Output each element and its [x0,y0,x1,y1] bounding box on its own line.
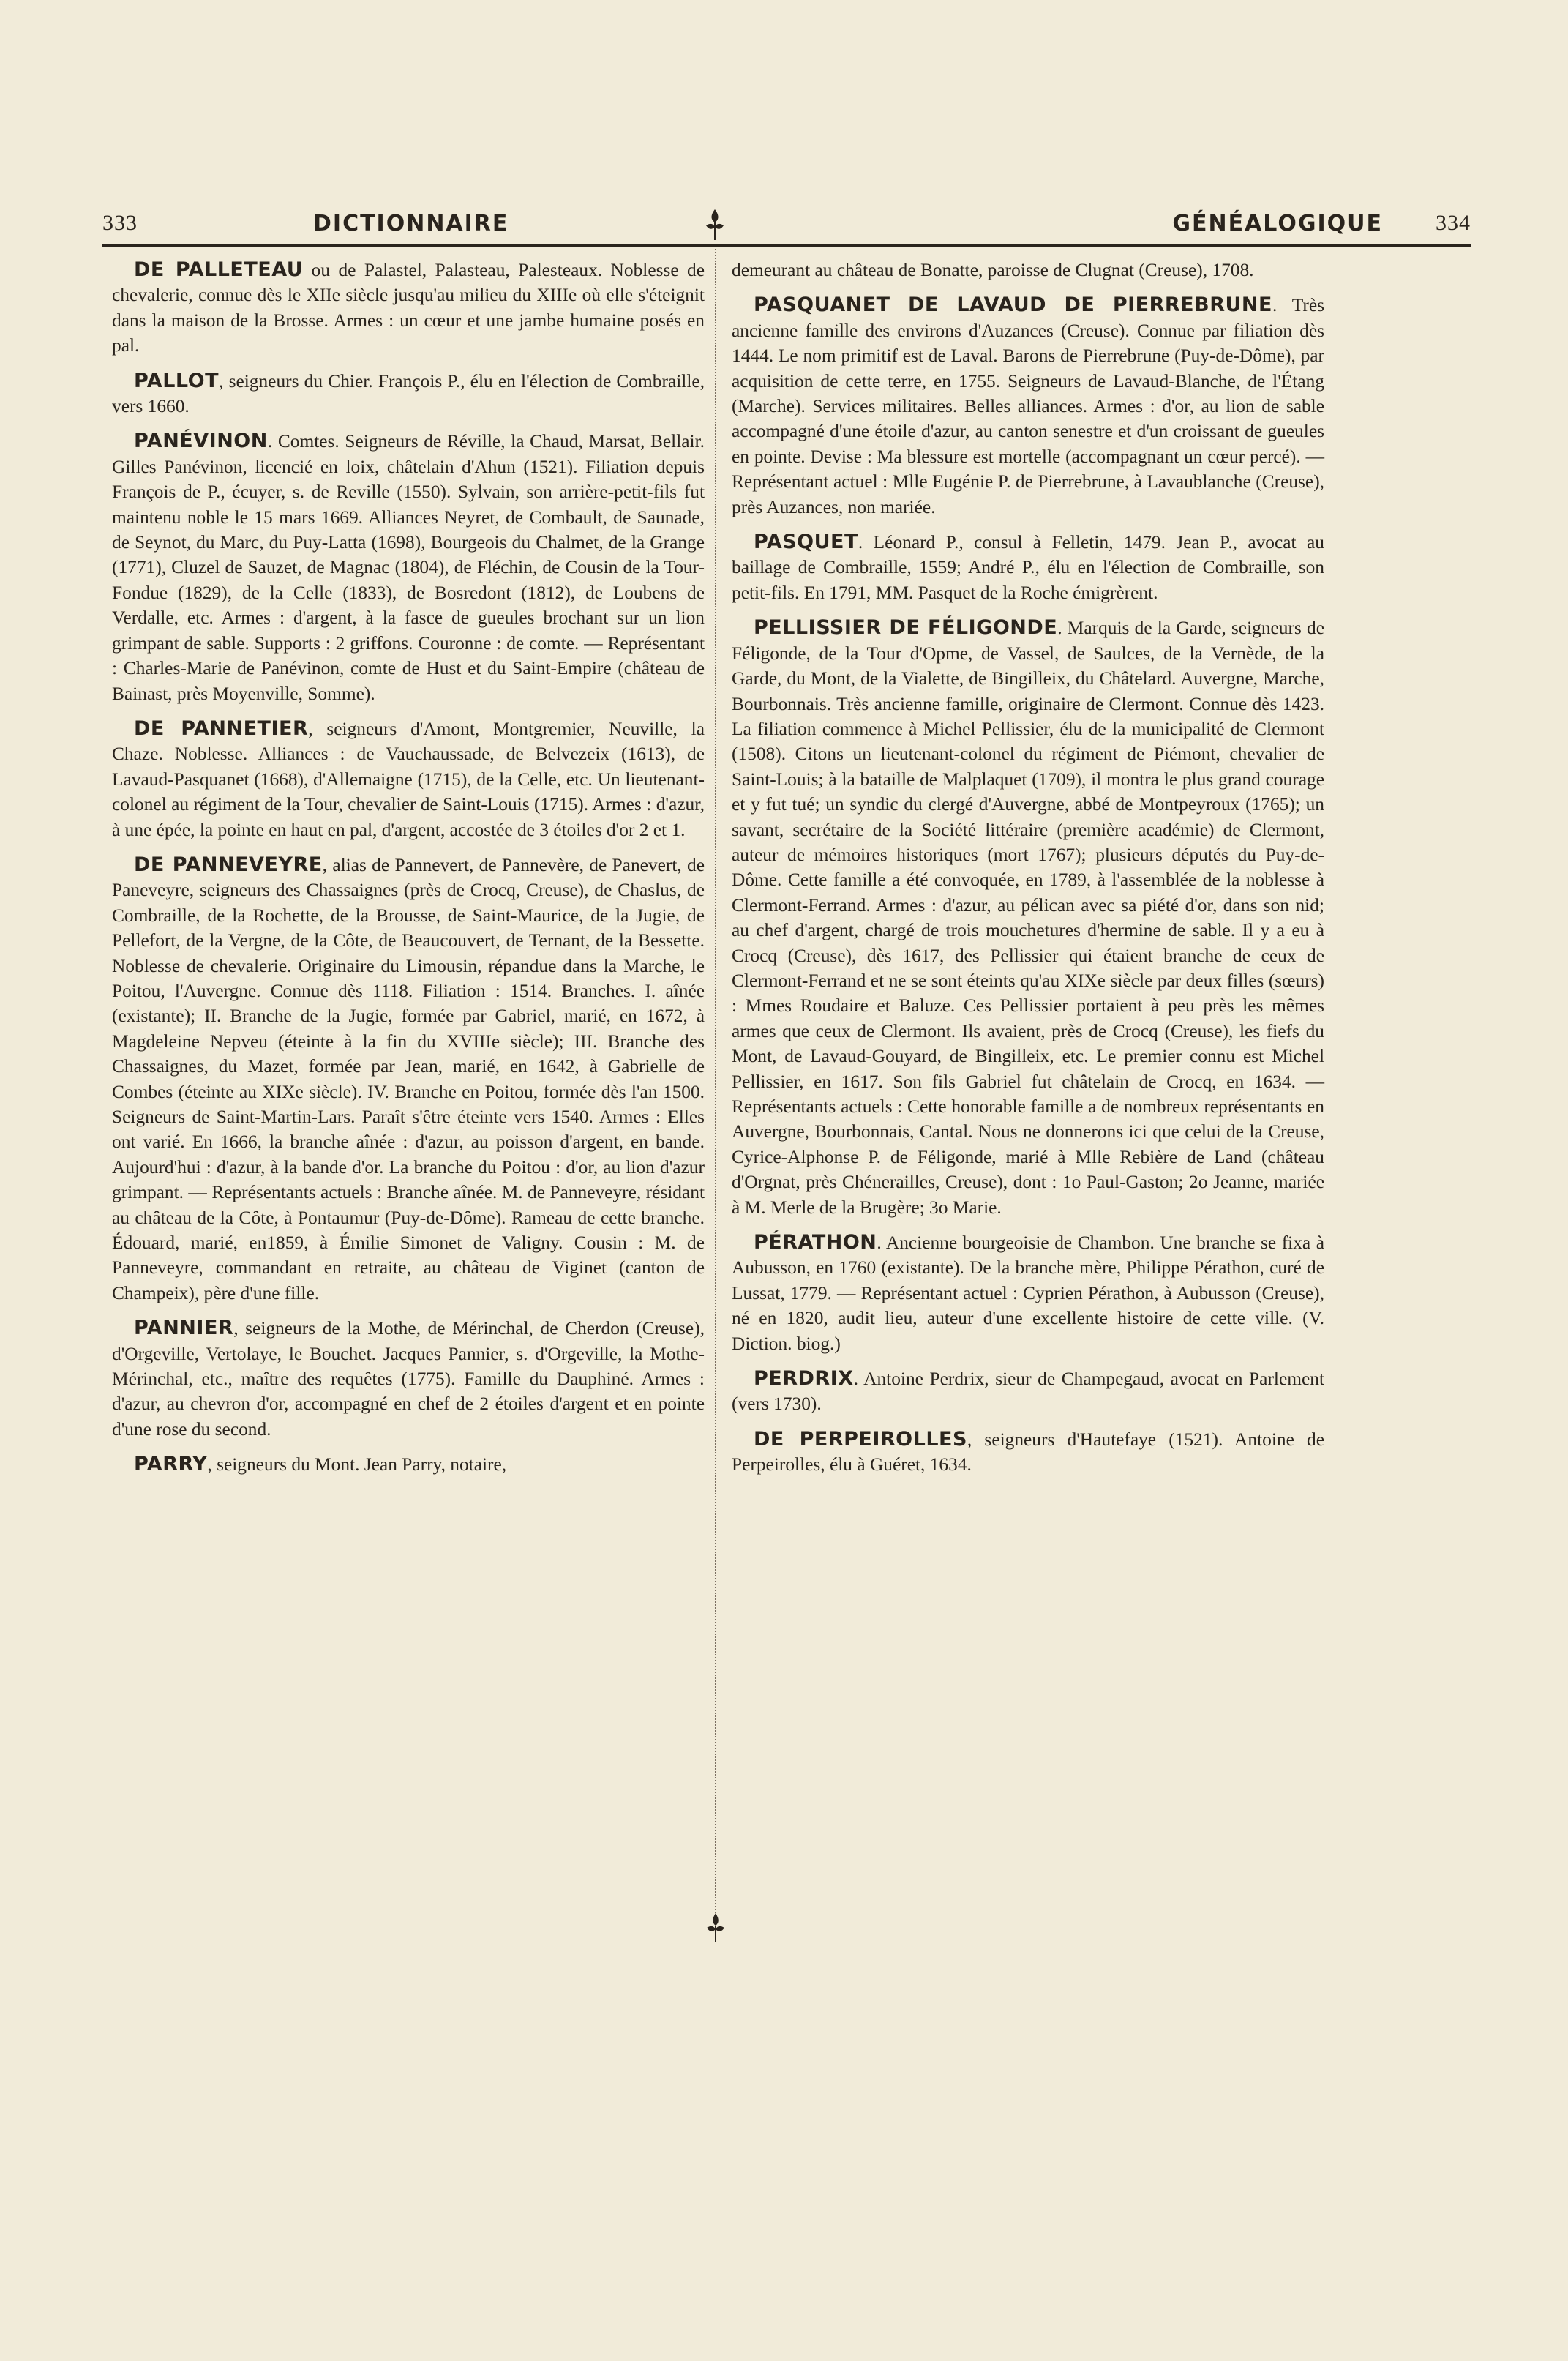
entry-headword: PÉRATHON [754,1231,877,1254]
entry-headword: DE PALLETEAU [134,258,304,281]
entry-text: , alias de Pannevert, de Pannevère, de Panevert, de Paneveyre, seigneurs des Chassaignes (près de Crocq, Creuse), de Chaslus, de Combraille, de la Rochette, de la Brousse, de Saint-Maurice, de la Jugie, de Pellefort, de la Vergne, de la Côte, de Beaucouvert, de Ternant, de la Bessette. Noblesse de chevalerie. Originaire du Limousin, répandue dans la Marche, le Poitou, l'Auvergne. Connue dès 1118. Filiation : 1514. Branches. I. aînée (existante); II. Branche de la Jugie, formée par Gabriel, marié, en 1672, à Magdeleine Nepveu (éteinte à la fin du XVIIIe siècle); III. Branche des Chassaignes, du Mazet, formée par Jean, marié, en 1642, à Gabrielle de Combes (éteinte au XIXe siècle). IV. Branche en Poitou, formée dès l'an 1500. Seigneurs de Saint-Martin-Lars. Paraît s'être éteinte vers 1540. Armes : Elles ont varié. En 1666, la branche aînée : d'azur, au poisson d'argent, en bande. Aujourd'hui : d'azur, à la bande d'or. La branche du Poitou : d'or, au lion d'azur grimpant. — Représentants actuels : Branche aînée. M. de Panneveyre, résidant au château de la Côte, à Pontaumur (Puy-de-Dôme). Rameau de cette branche. Édouard, marié, en1859, à Émilie Simonet de Valigny. Cousin : M. de Panneveyre, commandant en retraite, au château de Viginet (canton de Champeix), père d'une fille. [112,854,705,1303]
entry-text: , seigneurs d'Amont, Montgremier, Neuville, la Chaze. Noblesse. Alliances : de Vauchaussade, de Belvezeix (1613), de Lavaud-Pasquanet (1668), d'Allemaigne (1715), de la Celle, etc. Un lieutenant-colonel au régiment de la Tour, chevalier de Saint-Louis (1715). Armes : d'azur, à une épée, la pointe en haut en pal, d'argent, accostée de 3 étoiles d'or 2 et 1. [112,718,705,840]
left-page-number: 333 [102,211,138,235]
entry-pasquanet [732,293,1324,520]
header-rule [102,244,1471,247]
entry-text: , seigneurs du Chier. François P., élu en l'élection de Combraille, vers 1660. [112,370,705,417]
entry-pellissier [732,615,1324,1220]
entry-pasquet [732,530,1324,605]
entry-headword: DE PANNEVEYRE [134,853,323,876]
right-running-title: GÉNÉALOGIQUE [1172,211,1383,236]
entry-headword: DE PERPEIROLLES [754,1427,967,1451]
entry-de-palleteau [112,258,705,359]
entry-text: . Très ancienne famille des environs d'Auzances (Creuse). Connue par filiation dès 1444. Le nom primitif est de Laval. Barons de Pierrebrune (Puy-de-Dôme), par acquisition de cette terre, en 1755. Seigneurs de Lavaud-Blanche, de l'Étang (Marche). Services militaires. Belles alliances. Armes : d'or, au lion de sable accompagné d'une étoile d'azur, au canton senestre et d'un croissant de gueules en pointe. Devise : Ma blessure est mortelle (accompagnant un cœur percé). — Représentant actuel : Mlle Eugénie P. de Pierrebrune, à Lavaublanche (Creuse), près Auzances, non mariée. [732,295,1324,517]
entry-perathon [732,1230,1324,1356]
entry-headword: DE PANNETIER [134,716,309,740]
entry-headword: PASQUET [754,531,858,554]
entry-parry [112,1452,705,1477]
entry-de-pannetier [112,716,705,842]
entry-text: , seigneurs d'Hautefaye (1521). Antoine de Perpeirolles, élu à Guéret, 1634. [732,1429,1324,1475]
entry-text: , seigneurs de la Mothe, de Mérinchal, de Cherdon (Creuse), d'Orgeville, Vertolaye, le Bouchet. Jacques Pannier, s. d'Orgeville, la Mothe-Mérinchal, etc., maître des requêtes (1775). Famille du Dauphiné. Armes : d'azur, au chevron d'or, accompagné en chef de 2 étoiles d'argent et en pointe d'une rose du second. [112,1318,705,1440]
entry-headword: PERDRIX [754,1367,854,1391]
right-column [732,258,1324,1488]
entry-headword: PASQUANET DE LAVAUD DE PIERREBRUNE [754,293,1272,317]
entry-de-panneveyre [112,853,705,1306]
entry-headword: PANÉVINON [134,430,268,453]
entry-headword: PELLISSIER DE FÉLIGONDE [754,616,1058,640]
entry-text: . Ancienne bourgeoisie de Chambon. Une branche se fixa à Aubusson, en 1760 (existante). De la branche mère, Philippe Pérathon, curé de Lussat, 1779. — Représentant actuel : Cyprien Pérathon, à Aubusson (Creuse), né en 1820, audit lieu, auteur d'une excellente histoire de cette ville. (V. Diction. biog.) [732,1232,1324,1354]
entry-text: , seigneurs du Mont. Jean Parry, notaire, [207,1454,507,1475]
left-running-title: DICTIONNAIRE [313,211,509,236]
entry-pannier [112,1316,705,1442]
page-header [102,211,1471,243]
right-page-number: 334 [1436,211,1471,235]
entry-text: . Marquis de la Garde, seigneurs de Féligonde, de la Tour d'Opme, de Vassel, de Saulces, de la Vernède, de la Garde, du Mont, de la Vialette, de Bingilleix, du Châtelard. Auvergne, Marche, Bourbonnais. Très ancienne famille, originaire de Clermont. Connue dès 1423. La filiation commence à Michel Pellissier, élu de la municipalité de Clermont (1508). Citons un lieutenant-colonel du régiment de Piémont, chevalier de Saint-Louis; à la bataille de Malplaquet (1709), il montra le plus grand courage et y fut tué; un syndic du clergé d'Auvergne, abbé de Montpeyroux (1765); un savant, secrétaire de la Société littéraire (première académie) de Clermont, auteur de mémoires historiques (mort 1767); plusieurs députés du Puy-de-Dôme. Cette famille a été convoquée, en 1789, à l'assemblée de la noblesse à Clermont-Ferrand. Armes : d'azur, au pélican avec sa piété d'or, dans son nid; au chef d'argent, chargé de trois mouchetures d'hermine de sable. Il y a eu à Crocq (Creuse), dès 1617, des Pellissier qui étaient branche de ceux de Clermont-Ferrand et ne se sont éteints qu'au XIXe siècle par deux filles (sœurs) : Mmes Roudaire et Baluze. Ces Pellissier portaient à peu près les mêmes armes que ceux de Clermont. Ils avaient, près de Crocq (Creuse), les fiefs du Mont, de Lavaud-Gouyard, de Bingilleix, etc. Le premier connu est Michel Pellissier, en 1617. Son fils Gabriel fut châtelain de Crocq, en 1634. — Représentants actuels : Cette honorable famille a de nombreux représentants en Auvergne, Bourbonnais, Cantal. Nous ne donnerons ici que celui de la Creuse, Cyrice-Alphonse P. de Féligonde, marié à Mlle Rebière de Land (château d'Orgnat, près Chénerailles, Creuse), dont : 1o Paul-Gaston; 2o Jeanne, mariée à M. Merle de la Brugère; 3o Marie. [732,618,1324,1218]
entry-de-perpeirolles [732,1427,1324,1478]
entry-panevinon [112,429,705,706]
entry-text: . Antoine Perdrix, sieur de Champegaud, avocat en Parlement (vers 1730). [732,1369,1324,1415]
entry-headword: PANNIER [134,1317,234,1340]
entry-text: demeurant au château de Bonatte, paroisse de Clugnat (Creuse), 1708. [732,260,1254,280]
entry-pallot [112,369,705,419]
entry-headword: PALLOT [134,369,220,392]
entry-headword: PARRY [134,1453,208,1476]
left-column [112,258,705,1488]
entry-text: ou de Palastel, Palasteau, Palesteaux. Noblesse de chevalerie, connue dès le XIIe siècle jusqu'au milieu du XIIIe où elle s'éteignit dans la maison de la Brosse. Armes : un cœur et une jambe humaine posés en pal. [112,260,705,356]
entry-perdrix [732,1366,1324,1417]
bottom-ornament-icon [702,1912,729,1944]
entry-parry-continued [732,258,1324,283]
column-divider [715,249,716,1925]
entry-text: . Léonard P., consul à Felletin, 1479. Jean P., avocat au baillage de Combraille, 1559; André P., élu en l'élection de Combraille, son petit-fils. En 1791, MM. Pasquet de la Roche émigrèrent. [732,532,1324,603]
fleuron-ornament-icon [700,206,729,243]
entry-text: . Comtes. Seigneurs de Réville, la Chaud, Marsat, Bellair. Gilles Panévinon, licencié en loix, châtelain d'Ahun (1521). Filiation depuis François de P., écuyer, s. de Reville (1550). Sylvain, son arrière-petit-fils fut maintenu noble le 15 mars 1669. Alliances Neyret, de Combault, de Saunade, de Seynot, du Marc, du Puy-Latta (1698), Bourgeois du Chalmet, de la Grange (1771), Cluzel de Sauzet, de Magnac (1804), de Fléchin, de Cousin de la Tour-Fondue (1829), de la Celle (1833), de Bosredont (1812), de Loubens de Verdalle, etc. Armes : d'argent, à la fasce de gueules brochant sur un lion grimpant de sable. Supports : 2 griffons. Couronne : de comte. — Représentant : Charles-Marie de Panévinon, comte de Hust et du Saint-Empire (château de Bainast, près Moyenville, Somme). [112,431,705,704]
